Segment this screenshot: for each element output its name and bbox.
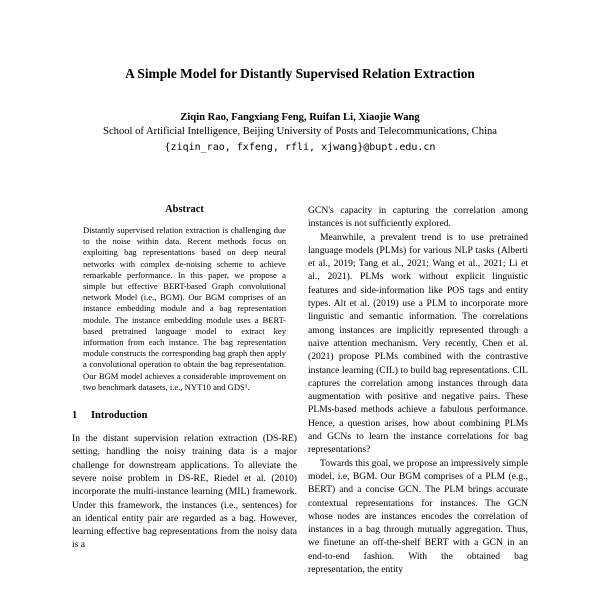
intro-paragraph-2: Meanwhile, a prevalent trend is to use pretrained language models (PLMs) for various NLP tasks (Alberti et al., 2019; Tang et al., 2021; Wang et al., 2021; Li et al., 2021). PLMs work without explicit linguistic features and side-information like POS tags and entity types. Alt et al. (2019) use a PLM to incorporate more linguistic and semantic information. The correlations among instances are implicitly represented through a naive attention mechanism. Very recently, Chen et al. (2021) propose PLMs combined with the contrastive instance learning (CIL) to build bag representations. CIL captures the correlation among instances through data augmentation with positive and negative pairs. These PLMs-based methods achieve a fabulous performance. Hence, a question arises, how about combining PLMs and GCNs to learn the instance correlations for bag representations? [308, 231, 528, 456]
intro-continuation: GCN's capacity in capturing the correlation among instances is not sufficiently explored. [308, 205, 528, 230]
section-heading-introduction [72, 410, 297, 423]
abstract-heading: Abstract [165, 204, 204, 215]
paper-title: A Simple Model for Distantly Supervised Relation Extraction [125, 66, 475, 81]
author-email: {ziqin_rao, fxfeng, rfli, xjwang}@bupt.edu.cn [164, 142, 436, 153]
abstract-body: Distantly supervised relation extraction is challenging due to the noise within data. Recent methods focus on exploiting bag representations based on deep neural networks with complex de-noising scheme to achieve remarkable performance. In this paper, we propose a simple but effective BERT-based Graph convolutional network Model (i.e., BGM). Our BGM comprises of an instance embedding module and a bag representation module. The instance embedding module uses a BERT-based pretrained language model to extract key information from each instance. The bag representation module constructs the corresponding bag graph then apply a convolutional operation to obtain the bag representation. Our BGM model achieves a considerable improvement on two benchmark datasets, i.e., NYT10 and GDS¹. [83, 225, 286, 392]
section-number: 1 [72, 410, 78, 422]
left-column [72, 204, 297, 552]
affiliation: School of Artificial Intelligence, Beijing University of Posts and Telecommunications, China [103, 126, 497, 137]
author-list: Ziqin Rao, Fangxiang Feng, Ruifan Li, Xiaojie Wang [180, 112, 420, 123]
intro-paragraph-3: Towards this goal, we propose an impressively simple model, i.e, BGM. Our BGM comprises of a PLM (e.g., BERT) and a concise GCN. The PLM brings accurate contextual representations for instances. The GCN whose nodes are instances encodes the correlation of instances in a bag through mutually aggregation. Thus, we finetune an off-the-shelf BERT with a GCN in an end-to-end fashion. With the obtained bag representation, the entity [308, 457, 528, 576]
section-title: Introduction [91, 410, 148, 422]
right-column [308, 204, 528, 576]
intro-paragraph-1: In the distant supervision relation extraction (DS-RE) setting, handling the noisy training data is a major challenge for downstream applications. To alleviate the severe noise problem in DS-RE, Riedel et al. (2010) incorporate the multi-instance learning (MIL) framework. Under this framework, the instances (i.e., sentences) for an identical entity pair are regarded as a bag. However, learning effective bag representations from the noisy data is a [72, 433, 297, 551]
